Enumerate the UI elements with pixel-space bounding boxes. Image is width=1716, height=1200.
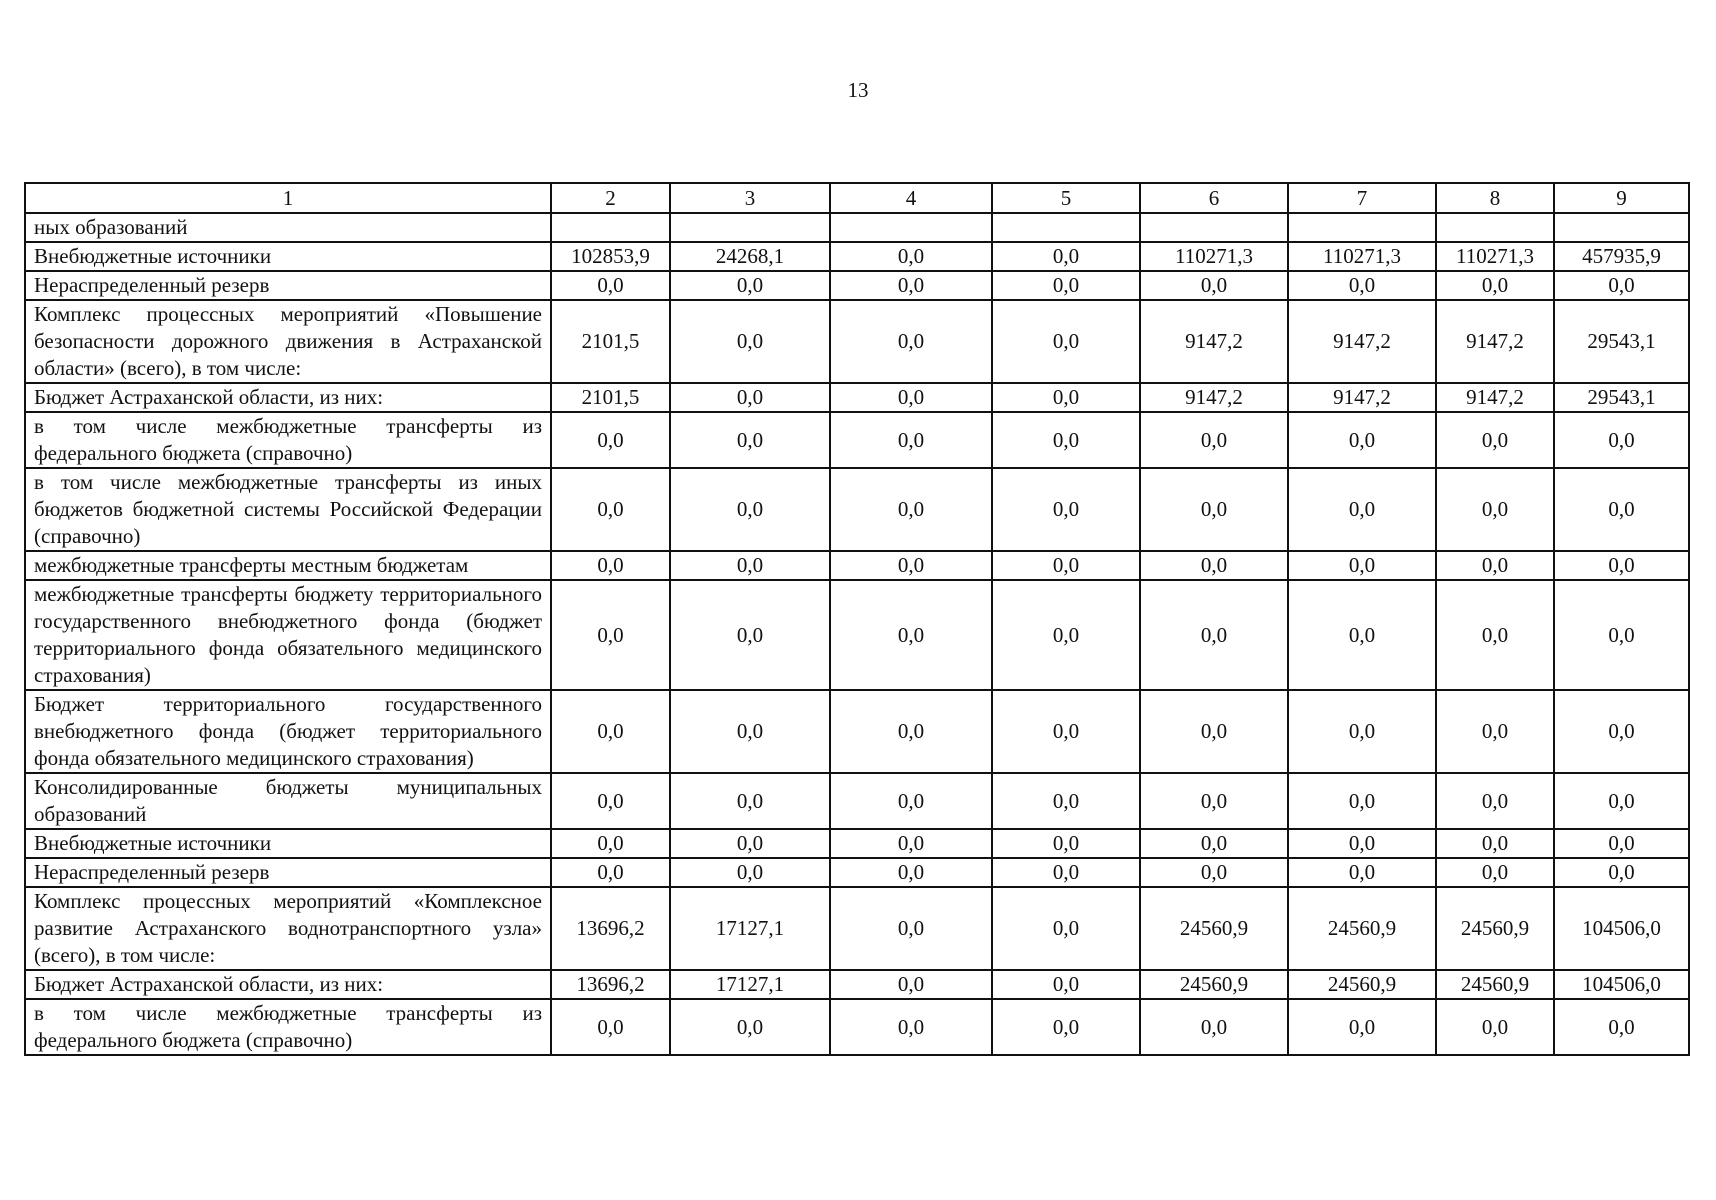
value-cell: 0,0: [670, 690, 830, 773]
value-cell: 0,0: [830, 829, 992, 858]
value-cell: 0,0: [992, 829, 1140, 858]
value-cell: 0,0: [992, 468, 1140, 551]
value-cell: 0,0: [992, 999, 1140, 1055]
row-label: ных образований: [25, 213, 551, 242]
value-cell: 0,0: [670, 580, 830, 690]
value-cell: 0,0: [1288, 551, 1436, 580]
row-label: Консолидированные бюджеты муниципальных образований: [25, 773, 551, 829]
value-cell: 24560,9: [1288, 887, 1436, 970]
value-cell: 0,0: [551, 412, 670, 468]
value-cell: 0,0: [1288, 829, 1436, 858]
value-cell: 0,0: [992, 887, 1140, 970]
value-cell: 102853,9: [551, 242, 670, 271]
column-header: 7: [1288, 183, 1436, 213]
column-header: 2: [551, 183, 670, 213]
value-cell: 0,0: [670, 412, 830, 468]
table-row: [25, 383, 1689, 412]
value-cell: 0,0: [670, 829, 830, 858]
value-cell: 0,0: [551, 829, 670, 858]
value-cell: 0,0: [551, 858, 670, 887]
value-cell: 0,0: [1140, 773, 1288, 829]
table-row: [25, 300, 1689, 383]
value-cell: 0,0: [830, 773, 992, 829]
value-cell: 0,0: [1140, 412, 1288, 468]
value-cell: 457935,9: [1554, 242, 1689, 271]
value-cell: 0,0: [551, 468, 670, 551]
value-cell: 0,0: [830, 551, 992, 580]
value-cell: 0,0: [992, 970, 1140, 999]
value-cell: 0,0: [1140, 829, 1288, 858]
value-cell: 0,0: [1554, 271, 1689, 300]
value-cell: 0,0: [551, 773, 670, 829]
value-cell: 0,0: [1288, 858, 1436, 887]
value-cell: 13696,2: [551, 970, 670, 999]
value-cell: 24560,9: [1288, 970, 1436, 999]
value-cell: 24560,9: [1140, 887, 1288, 970]
value-cell: 0,0: [1288, 271, 1436, 300]
value-cell: 0,0: [992, 690, 1140, 773]
table-row: [25, 773, 1689, 829]
row-label: Внебюджетные источники: [25, 829, 551, 858]
column-header: 5: [992, 183, 1140, 213]
column-header: 1: [25, 183, 551, 213]
value-cell: 0,0: [830, 300, 992, 383]
value-cell: [1288, 213, 1436, 242]
value-cell: 0,0: [670, 773, 830, 829]
value-cell: 0,0: [1554, 580, 1689, 690]
value-cell: 0,0: [551, 580, 670, 690]
value-cell: [1554, 213, 1689, 242]
table-row: [25, 551, 1689, 580]
value-cell: 0,0: [830, 383, 992, 412]
table-row: [25, 580, 1689, 690]
value-cell: 0,0: [670, 858, 830, 887]
row-label: Внебюджетные источники: [25, 242, 551, 271]
row-label: в том числе межбюджетные трансферты из федерального бюджета (справочно): [25, 999, 551, 1055]
value-cell: 0,0: [830, 887, 992, 970]
row-label: в том числе межбюджетные трансферты из иных бюджетов бюджетной системы Российской Федерации (справочно): [25, 468, 551, 551]
value-cell: [670, 213, 830, 242]
value-cell: 0,0: [1554, 999, 1689, 1055]
value-cell: [992, 213, 1140, 242]
value-cell: 0,0: [1140, 551, 1288, 580]
page-number: 13: [847, 78, 869, 102]
table-row: [25, 468, 1689, 551]
value-cell: 0,0: [992, 580, 1140, 690]
table-row: [25, 999, 1689, 1055]
value-cell: 13696,2: [551, 887, 670, 970]
value-cell: 0,0: [1288, 999, 1436, 1055]
table-row: [25, 690, 1689, 773]
value-cell: 0,0: [551, 999, 670, 1055]
value-cell: 9147,2: [1140, 300, 1288, 383]
table-row: [25, 858, 1689, 887]
value-cell: 0,0: [1140, 858, 1288, 887]
value-cell: 24560,9: [1140, 970, 1288, 999]
value-cell: 0,0: [1554, 468, 1689, 551]
value-cell: 0,0: [551, 271, 670, 300]
value-cell: 0,0: [1436, 773, 1554, 829]
value-cell: 0,0: [670, 999, 830, 1055]
value-cell: 0,0: [1436, 468, 1554, 551]
value-cell: 0,0: [670, 468, 830, 551]
value-cell: 2101,5: [551, 300, 670, 383]
value-cell: 24560,9: [1436, 970, 1554, 999]
value-cell: 0,0: [830, 970, 992, 999]
value-cell: [1140, 213, 1288, 242]
value-cell: 0,0: [830, 999, 992, 1055]
value-cell: 0,0: [1554, 858, 1689, 887]
value-cell: 0,0: [1140, 690, 1288, 773]
value-cell: 0,0: [1554, 551, 1689, 580]
value-cell: 0,0: [1140, 999, 1288, 1055]
value-cell: 0,0: [1140, 271, 1288, 300]
value-cell: 0,0: [1436, 271, 1554, 300]
column-header: 3: [670, 183, 830, 213]
table-row: [25, 271, 1689, 300]
table-row: [25, 412, 1689, 468]
table-row: [25, 242, 1689, 271]
value-cell: 0,0: [1436, 412, 1554, 468]
value-cell: 9147,2: [1436, 383, 1554, 412]
value-cell: 9147,2: [1436, 300, 1554, 383]
row-label: межбюджетные трансферты местным бюджетам: [25, 551, 551, 580]
value-cell: 0,0: [992, 300, 1140, 383]
value-cell: 0,0: [670, 551, 830, 580]
value-cell: 110271,3: [1288, 242, 1436, 271]
value-cell: 0,0: [1554, 773, 1689, 829]
value-cell: 17127,1: [670, 970, 830, 999]
value-cell: 0,0: [992, 412, 1140, 468]
value-cell: 0,0: [1436, 999, 1554, 1055]
value-cell: 0,0: [1288, 773, 1436, 829]
column-header: 8: [1436, 183, 1554, 213]
table-row: [25, 213, 1689, 242]
value-cell: 9147,2: [1140, 383, 1288, 412]
value-cell: 0,0: [670, 271, 830, 300]
row-label: Комплекс процессных мероприятий «Повышение безопасности дорожного движения в Астраханской области» (всего), в том числе:: [25, 300, 551, 383]
row-label: Нераспределенный резерв: [25, 858, 551, 887]
row-label: Нераспределенный резерв: [25, 271, 551, 300]
value-cell: 0,0: [1436, 580, 1554, 690]
value-cell: 0,0: [1436, 858, 1554, 887]
value-cell: 0,0: [1140, 580, 1288, 690]
value-cell: 0,0: [1140, 468, 1288, 551]
value-cell: 0,0: [1436, 551, 1554, 580]
value-cell: 29543,1: [1554, 300, 1689, 383]
value-cell: 0,0: [551, 690, 670, 773]
value-cell: [830, 213, 992, 242]
value-cell: 0,0: [830, 468, 992, 551]
value-cell: 0,0: [830, 858, 992, 887]
value-cell: 0,0: [1288, 690, 1436, 773]
value-cell: 0,0: [1436, 829, 1554, 858]
value-cell: 110271,3: [1436, 242, 1554, 271]
value-cell: 0,0: [1554, 829, 1689, 858]
value-cell: 0,0: [1288, 580, 1436, 690]
value-cell: 0,0: [551, 551, 670, 580]
table-row: [25, 970, 1689, 999]
value-cell: 0,0: [830, 412, 992, 468]
row-label: Комплекс процессных мероприятий «Комплексное развитие Астраханского воднотранспортного узла» (всего), в том числе:: [25, 887, 551, 970]
value-cell: 17127,1: [670, 887, 830, 970]
row-label: в том числе межбюджетные трансферты из федерального бюджета (справочно): [25, 412, 551, 468]
value-cell: 104506,0: [1554, 887, 1689, 970]
row-label: Бюджет Астраханской области, из них:: [25, 970, 551, 999]
value-cell: 9147,2: [1288, 300, 1436, 383]
column-header: 6: [1140, 183, 1288, 213]
value-cell: 0,0: [670, 300, 830, 383]
value-cell: 0,0: [670, 383, 830, 412]
value-cell: 24560,9: [1436, 887, 1554, 970]
value-cell: 0,0: [992, 383, 1140, 412]
table-row: [25, 829, 1689, 858]
value-cell: 0,0: [830, 242, 992, 271]
value-cell: 0,0: [1436, 690, 1554, 773]
value-cell: 0,0: [992, 551, 1140, 580]
value-cell: 29543,1: [1554, 383, 1689, 412]
value-cell: 0,0: [992, 271, 1140, 300]
table-body: [25, 213, 1689, 1055]
value-cell: 0,0: [1288, 468, 1436, 551]
value-cell: 0,0: [830, 580, 992, 690]
value-cell: [551, 213, 670, 242]
value-cell: 24268,1: [670, 242, 830, 271]
budget-table: [24, 182, 1690, 1056]
row-label: Бюджет Астраханской области, из них:: [25, 383, 551, 412]
column-header: 9: [1554, 183, 1689, 213]
value-cell: 0,0: [992, 858, 1140, 887]
value-cell: 0,0: [1554, 412, 1689, 468]
value-cell: 0,0: [830, 271, 992, 300]
value-cell: 9147,2: [1288, 383, 1436, 412]
row-label: межбюджетные трансферты бюджету территориального государственного внебюджетного фонда (бюджет территориального фонда обязательного медицинского страхования): [25, 580, 551, 690]
value-cell: 2101,5: [551, 383, 670, 412]
value-cell: 0,0: [992, 773, 1140, 829]
value-cell: [1436, 213, 1554, 242]
value-cell: 0,0: [830, 690, 992, 773]
value-cell: 0,0: [1288, 412, 1436, 468]
row-label: Бюджет территориального государственного внебюджетного фонда (бюджет территориального фонда обязательного медицинского страхования): [25, 690, 551, 773]
value-cell: 0,0: [992, 242, 1140, 271]
value-cell: 110271,3: [1140, 242, 1288, 271]
table-row: [25, 887, 1689, 970]
value-cell: 104506,0: [1554, 970, 1689, 999]
column-header: 4: [830, 183, 992, 213]
value-cell: 0,0: [1554, 690, 1689, 773]
header-row: [25, 183, 1689, 213]
